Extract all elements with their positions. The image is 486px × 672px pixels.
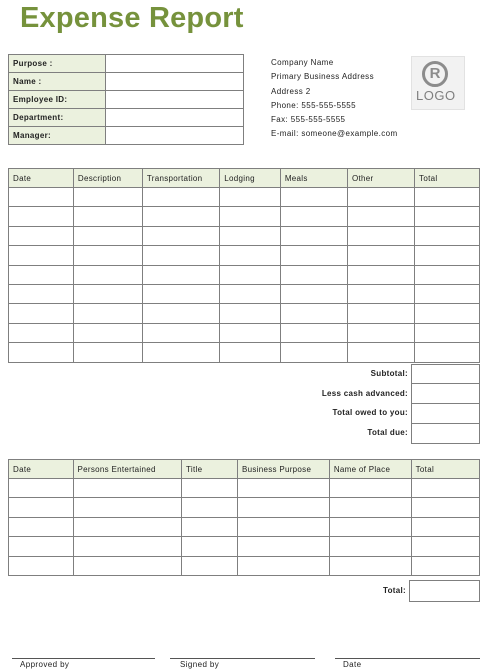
table-cell[interactable] <box>411 479 479 498</box>
table-row <box>9 556 480 575</box>
table-cell[interactable] <box>220 284 281 303</box>
total-owed-label: Total owed to you: <box>332 408 408 417</box>
table-cell[interactable] <box>347 304 414 323</box>
table-cell[interactable] <box>411 556 479 575</box>
table-cell[interactable] <box>280 265 347 284</box>
table-cell[interactable] <box>220 323 281 342</box>
table-cell[interactable] <box>237 517 329 536</box>
registered-icon: R <box>422 61 448 87</box>
table-cell[interactable] <box>347 188 414 207</box>
table-cell[interactable] <box>142 304 219 323</box>
column-header: Date <box>9 169 74 188</box>
company-name: Company Name <box>271 58 334 67</box>
info-row <box>9 73 244 91</box>
column-header: Lodging <box>220 169 281 188</box>
date-line <box>335 658 480 659</box>
total-due-label: Total due: <box>367 428 408 437</box>
table-row <box>9 517 480 536</box>
table-cell[interactable] <box>415 246 480 265</box>
table-cell[interactable] <box>237 479 329 498</box>
table-cell[interactable] <box>329 479 411 498</box>
table-cell[interactable] <box>9 537 74 556</box>
info-value-field[interactable] <box>106 73 244 91</box>
total-due-field[interactable] <box>411 423 480 444</box>
page-title: Expense Report <box>20 2 244 34</box>
table-row <box>9 304 480 323</box>
table-cell[interactable] <box>9 188 74 207</box>
column-header: Business Purpose <box>237 460 329 479</box>
table-cell[interactable] <box>9 246 74 265</box>
table-cell[interactable] <box>73 246 142 265</box>
table-cell[interactable] <box>142 343 219 362</box>
table-cell[interactable] <box>415 323 480 342</box>
table-cell[interactable] <box>142 207 219 226</box>
column-header: Description <box>73 169 142 188</box>
table-cell[interactable] <box>73 517 181 536</box>
info-label: Name : <box>9 73 106 91</box>
table-cell[interactable] <box>220 207 281 226</box>
table-cell[interactable] <box>411 498 479 517</box>
table-cell[interactable] <box>411 517 479 536</box>
subtotal-field[interactable] <box>411 364 480 384</box>
info-value-field[interactable] <box>106 127 244 145</box>
table-row <box>9 188 480 207</box>
table-cell[interactable] <box>280 304 347 323</box>
table-cell[interactable] <box>142 246 219 265</box>
table-cell[interactable] <box>415 226 480 245</box>
table-cell[interactable] <box>9 556 74 575</box>
table-cell[interactable] <box>142 226 219 245</box>
table-cell[interactable] <box>73 207 142 226</box>
signed-by-label: Signed by <box>180 660 220 669</box>
info-row <box>9 127 244 145</box>
table-cell[interactable] <box>347 323 414 342</box>
table-cell[interactable] <box>73 284 142 303</box>
table-row <box>9 265 480 284</box>
info-label: Employee ID: <box>9 91 106 109</box>
entertainment-total-label: Total: <box>383 586 406 595</box>
table-cell[interactable] <box>329 498 411 517</box>
info-label: Manager: <box>9 127 106 145</box>
table-cell[interactable] <box>220 304 281 323</box>
table-row <box>9 284 480 303</box>
table-row <box>9 479 480 498</box>
table-cell[interactable] <box>182 556 238 575</box>
table-cell[interactable] <box>9 284 74 303</box>
table-cell[interactable] <box>9 207 74 226</box>
info-value-field[interactable] <box>106 109 244 127</box>
table-cell[interactable] <box>347 343 414 362</box>
table-cell[interactable] <box>9 323 74 342</box>
entertainment-table <box>8 459 480 576</box>
employee-info-table <box>8 54 244 145</box>
table-row <box>9 323 480 342</box>
column-header: Other <box>347 169 414 188</box>
table-cell[interactable] <box>9 479 74 498</box>
column-header: Persons Entertained <box>73 460 181 479</box>
table-cell[interactable] <box>329 556 411 575</box>
table-cell[interactable] <box>220 226 281 245</box>
info-value-field[interactable] <box>106 55 244 73</box>
table-cell[interactable] <box>280 246 347 265</box>
table-cell[interactable] <box>73 323 142 342</box>
table-cell[interactable] <box>182 498 238 517</box>
company-fax: Fax: 555-555-5555 <box>271 115 346 125</box>
info-value-field[interactable] <box>106 91 244 109</box>
table-cell[interactable] <box>9 304 74 323</box>
table-cell[interactable] <box>415 343 480 362</box>
table-cell[interactable] <box>9 517 74 536</box>
table-cell[interactable] <box>415 304 480 323</box>
table-cell[interactable] <box>142 188 219 207</box>
company-address-2: Address 2 <box>271 86 311 96</box>
column-header: Date <box>9 460 74 479</box>
column-header: Transportation <box>142 169 219 188</box>
table-row <box>9 207 480 226</box>
table-cell[interactable] <box>347 226 414 245</box>
less-cash-advanced-label: Less cash advanced: <box>321 389 408 398</box>
table-cell[interactable] <box>9 226 74 245</box>
table-cell[interactable] <box>237 556 329 575</box>
approved-by-label: Approved by <box>20 660 70 669</box>
approved-by-line <box>12 658 155 659</box>
signed-by-line <box>170 658 315 659</box>
table-cell[interactable] <box>73 343 142 362</box>
table-cell[interactable] <box>220 246 281 265</box>
table-cell[interactable] <box>73 498 181 517</box>
table-cell[interactable] <box>237 498 329 517</box>
table-cell[interactable] <box>73 304 142 323</box>
table-row <box>9 246 480 265</box>
table-cell[interactable] <box>329 537 411 556</box>
table-cell[interactable] <box>73 188 142 207</box>
table-row <box>9 343 480 362</box>
table-row <box>9 498 480 517</box>
entertainment-total-field[interactable] <box>409 580 480 602</box>
table-cell[interactable] <box>73 537 181 556</box>
less-cash-advanced-field[interactable] <box>411 383 480 404</box>
column-header: Title <box>182 460 238 479</box>
column-header: Total <box>411 460 479 479</box>
info-label: Purpose : <box>9 55 106 73</box>
table-cell[interactable] <box>347 246 414 265</box>
table-row <box>9 226 480 245</box>
table-cell[interactable] <box>73 479 181 498</box>
company-address-1: Primary Business Address <box>271 72 374 82</box>
table-cell[interactable] <box>73 265 142 284</box>
table-cell[interactable] <box>220 343 281 362</box>
table-cell[interactable] <box>182 517 238 536</box>
table-cell[interactable] <box>142 284 219 303</box>
column-header: Name of Place <box>329 460 411 479</box>
table-cell[interactable] <box>182 479 238 498</box>
date-label: Date <box>343 660 362 669</box>
logo-placeholder <box>411 56 465 110</box>
column-header: Total <box>415 169 480 188</box>
table-cell[interactable] <box>280 207 347 226</box>
table-cell[interactable] <box>415 188 480 207</box>
table-cell[interactable] <box>73 556 181 575</box>
logo-text: LOGO <box>416 88 456 103</box>
table-cell[interactable] <box>280 188 347 207</box>
table-row <box>9 537 480 556</box>
table-cell[interactable] <box>182 537 238 556</box>
subtotal-label: Subtotal: <box>370 369 408 378</box>
info-row <box>9 109 244 127</box>
table-cell[interactable] <box>347 284 414 303</box>
table-cell[interactable] <box>73 226 142 245</box>
table-cell[interactable] <box>347 265 414 284</box>
table-cell[interactable] <box>220 188 281 207</box>
expense-table <box>8 168 480 363</box>
table-cell[interactable] <box>415 265 480 284</box>
table-cell[interactable] <box>237 537 329 556</box>
table-cell[interactable] <box>415 284 480 303</box>
company-info <box>271 56 398 142</box>
info-row <box>9 91 244 109</box>
table-cell[interactable] <box>142 265 219 284</box>
table-cell[interactable] <box>9 498 74 517</box>
company-email: E-mail: someone@example.com <box>271 129 398 139</box>
table-cell[interactable] <box>329 517 411 536</box>
table-cell[interactable] <box>415 207 480 226</box>
table-cell[interactable] <box>411 537 479 556</box>
company-phone: Phone: 555-555-5555 <box>271 100 356 110</box>
table-cell[interactable] <box>280 343 347 362</box>
table-cell[interactable] <box>280 284 347 303</box>
info-label: Department: <box>9 109 106 127</box>
table-cell[interactable] <box>347 207 414 226</box>
table-cell[interactable] <box>9 343 74 362</box>
table-cell[interactable] <box>142 323 219 342</box>
table-cell[interactable] <box>280 323 347 342</box>
table-cell[interactable] <box>9 265 74 284</box>
table-cell[interactable] <box>220 265 281 284</box>
total-owed-field[interactable] <box>411 403 480 424</box>
info-row <box>9 55 244 73</box>
column-header: Meals <box>280 169 347 188</box>
table-cell[interactable] <box>280 226 347 245</box>
